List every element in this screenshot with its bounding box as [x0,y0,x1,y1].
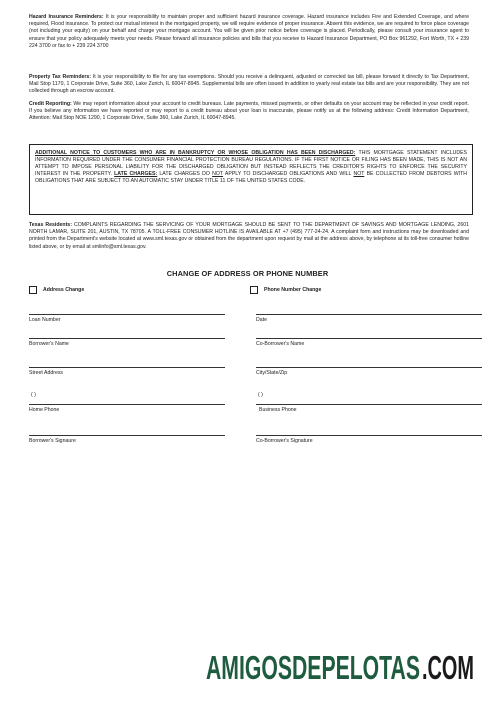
coborrower-name-label: Co-Borrower's Name [256,341,305,347]
street-address-label: Street Address [29,370,64,376]
notice-heading: ADDITIONAL NOTICE TO CUSTOMERS WHO ARE IN BANKRUPTCY OR WHOSE OBLIGATION HAS BEEN DISCHARGED: [35,150,356,156]
borrower-signature-field[interactable] [29,435,225,444]
date-field[interactable] [256,314,482,323]
coborrower-signature-field[interactable] [256,435,482,444]
credit-heading: Credit Reporting: [29,101,72,107]
business-phone-line [256,404,482,405]
home-phone-line [29,404,225,405]
watermark-logo [206,645,476,685]
property-tax-heading: Property Tax Reminders: [29,74,92,80]
borrower-signature-label: Borrower's Signaure [29,438,76,444]
home-phone-field[interactable] [29,404,225,413]
not-word-1: NOT [212,171,223,177]
coborrower-name-field[interactable] [256,338,482,347]
borrower-signature-line [29,435,225,436]
late-charges-text-c: BE COLLECTED FROM DEBTORS WITH OBLIGATIONS THAT ARE SUBJECT TO AN AUTOMATIC STAY UNDER TITLE 11 OF THE UNITED STATES CODE. [35,171,467,184]
address-change-option[interactable] [29,286,84,294]
hazard-text: It is your responsibility to maintain proper and sufficient hazard insurance coverage. Hazard insurance includes Fire and Extended Coverage, and where required, Flood insurance. To protect our mutual interest in the mortgaged property, we will require evidence of proper insurance. Absent this evidence, we are required to force place coverage (not including your equity) on your behalf and charge your mortgage account. You will be given prior notice before coverage is placed. Periodically, please consult your insurance agent to ensure that your policy adequately meets your needs. Please forward all insurance policies and bills that you receive to Hazard Insurance Department, PO Box 961292, Fort Worth, TX + 239 224 3700 or fax to + 239 224 3700 [29,14,469,49]
coborrower-name-line [256,338,482,339]
loan-number-label: Loan Number [29,317,61,323]
watermark-suffix-text: .COM [422,649,474,685]
hazard-heading: Hazard Insurance Reminders: [29,14,104,20]
business-phone-area-code: ( ) [258,392,263,398]
address-change-label: Address Change [43,287,85,293]
notice-text: THIS MORTGAGE STATEMENT INCLUDES INFORMATION REQUIRED UNDER THE CONSUMER FINANCIAL PROTECTION BUREAU REGULATIONS. IF THE FIRST NOTICE OR FILING HAS BEEN MADE, THIS IS NOT AN ATTEMPT TO IMPOSE PERSONAL LIABILITY FOR THE DISCHARGED OBLIGATION BUT INSTEAD REFLECTS THE CREDITOR'S RIGHTS TO ENFORCE THE SECURITY INTEREST IN THE PROPERTY. [35,150,467,177]
late-charges-text-a: LATE CHARGES DO [159,171,210,177]
borrower-name-line [29,338,225,339]
loan-number-line [29,314,225,315]
city-state-zip-field[interactable] [256,367,482,376]
texas-text: COMPLAINTS REGARDING THE SERVICING OF YOUR MORTGAGE SHOULD BE SENT TO THE DEPARTMENT OF SAVINGS AND MORTGAGE LENDING, 2601 NORTH LAMAR, SUITE 201, AUSTIN, TX 78705. A TOLL-FREE CONSUMER HOTLINE IS AVAILABLE AT +7 (495) 777-24-24. A complaint form and instructions may be downloaded and printed from the Department's website located at www.sml.texas.gov or obtained from the department upon request by mail at the address above, by telephone at its toll-free consumer hotline listed above, or by email at smlinfo@sml.texas.gov. [29,222,469,250]
home-phone-area-code: ( ) [31,392,36,398]
business-phone-label: Business Phone [259,407,297,413]
bankruptcy-notice-box [29,144,473,215]
coborrower-signature-line [256,435,482,436]
date-line [256,314,482,315]
borrower-name-label: Borrower's Name [29,341,69,347]
credit-text: We may report information about your account to credit bureaus. Late payments, missed payments, or other defaults on your account may be reflected in your credit report. If you believe any information we have reported or may report to a credit bureau about your loan is inaccurate, please notify us at the following address: Credit Information Department, Attention: Mail Stop NOE 1290, 1 Corporate Drive, Suite 360, Lake Zurich, IL 60047-8945. [29,101,469,122]
watermark-main-text: AMIGOSDEPELOTAS [206,649,420,685]
address-change-checkbox[interactable] [29,286,37,294]
home-phone-label: Home Phone [29,407,60,413]
phone-change-option[interactable] [250,286,321,294]
coborrower-signature-label: Co-Borrower's Signature [256,438,313,444]
date-label: Date [256,317,267,323]
late-charges-heading: LATE CHARGES: [114,171,158,177]
form-title: CHANGE OF ADDRESS OR PHONE NUMBER [166,269,329,278]
late-charges-text-b: APPLY TO DISCHARGED OBLIGATIONS AND WILL [224,171,352,177]
street-address-line [29,367,225,368]
city-state-zip-line [256,367,482,368]
watermark-logo-graphic [206,645,476,685]
property-tax-text: It is your responsibility to file for any tax exemptions. Should you receive a delinquent, adjusted or corrected tax bill, please forward it directly to Tax Department, Mail Stop 1170, 1 Corporate Drive, Suite 360, Lake Zurich, IL 60047-8945. Supplemental bills are often issued in addition to yearly real estate tax bills and are your responsibility. They are not collected through an escrow account. [29,74,469,95]
texas-residents-section [29,222,469,251]
hazard-insurance-section [29,14,469,50]
loan-number-field[interactable] [29,314,225,323]
street-address-field[interactable] [29,367,225,376]
borrower-name-field[interactable] [29,338,225,347]
business-phone-field[interactable] [256,404,482,413]
phone-change-label: Phone Number Change [264,287,322,293]
credit-reporting-section [29,101,469,123]
not-word-2: NOT [353,171,365,177]
city-state-zip-label: City/State/Zip [256,370,288,376]
phone-change-checkbox[interactable] [250,286,258,294]
property-tax-section [29,74,469,96]
texas-heading: Texas Residents: [29,222,72,228]
